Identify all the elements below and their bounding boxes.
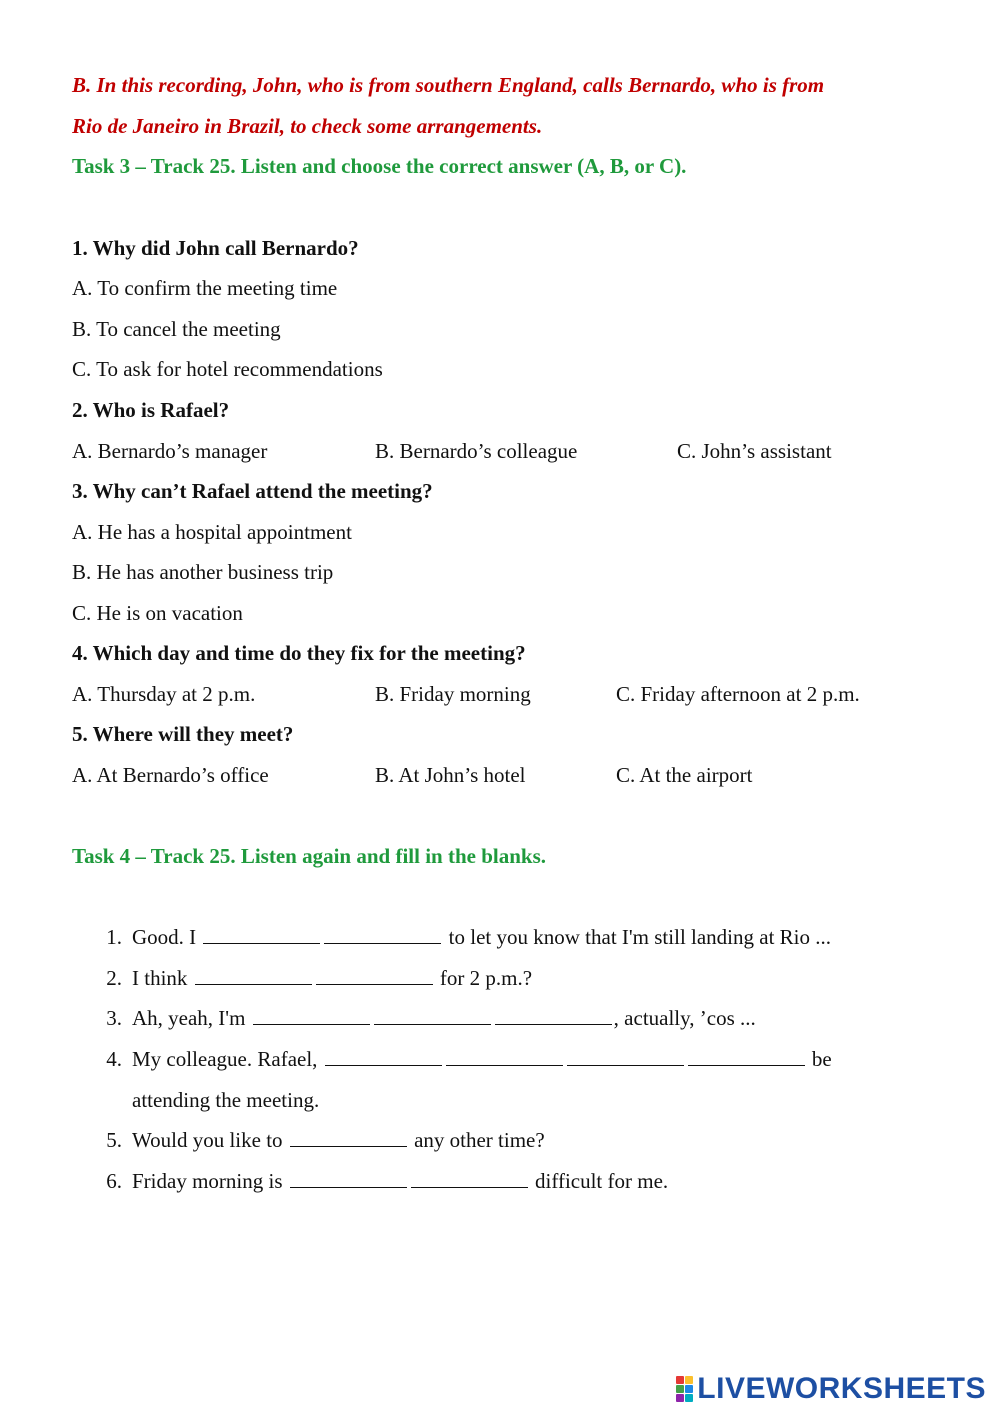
fill-item-5 <box>132 1127 545 1153</box>
brand-text: LIVEWORKSHEETS <box>697 1372 986 1405</box>
q5-option-b[interactable]: B. At John’s hotel <box>375 763 526 787</box>
q1-option-b[interactable]: B. To cancel the meeting <box>72 317 281 341</box>
item-1-text-b: to let you know that I'm still landing at Rio ... <box>448 925 832 949</box>
item-3-text-b: , actually, ’cos ... <box>613 1006 756 1030</box>
blank-4-4[interactable] <box>688 1047 805 1066</box>
item-6-text-a: Friday morning is <box>132 1169 283 1193</box>
blank-1-1[interactable] <box>203 925 320 944</box>
fill-item-6 <box>132 1168 668 1194</box>
fill-item-4 <box>132 1046 832 1072</box>
item-4-number: 4. <box>106 1047 122 1071</box>
question-2: 2. Who is Rafael? <box>72 398 230 422</box>
q4-option-a[interactable]: A. Thursday at 2 p.m. <box>72 682 256 706</box>
task3-title: Task 3 – Track 25. Listen and choose the correct answer (A, B, or C). <box>72 154 687 178</box>
q3-option-c[interactable]: C. He is on vacation <box>72 601 243 625</box>
item-5-text-b: any other time? <box>414 1128 545 1152</box>
item-4-text-a: My colleague. Rafael, <box>132 1047 318 1071</box>
blank-1-2[interactable] <box>324 925 441 944</box>
q5-option-c[interactable]: C. At the airport <box>616 763 753 787</box>
item-4-continuation: attending the meeting. <box>132 1088 320 1112</box>
q1-option-c[interactable]: C. To ask for hotel recommendations <box>72 357 383 381</box>
q2-option-b[interactable]: B. Bernardo’s colleague <box>375 439 578 463</box>
q4-option-c[interactable]: C. Friday afternoon at 2 p.m. <box>616 682 860 706</box>
blank-3-3[interactable] <box>495 1006 612 1025</box>
item-4-text-b: be <box>811 1047 832 1071</box>
blank-5-1[interactable] <box>290 1128 407 1147</box>
item-3-number: 3. <box>106 1006 122 1030</box>
item-2-text-b: for 2 p.m.? <box>439 966 533 990</box>
logo-square-2 <box>685 1376 693 1384</box>
item-6-number: 6. <box>106 1169 122 1193</box>
question-4: 4. Which day and time do they fix for the meeting? <box>72 641 526 665</box>
item-1-number: 1. <box>106 925 122 949</box>
item-2-text-a: I think <box>132 966 188 990</box>
blank-6-2[interactable] <box>411 1169 528 1188</box>
question-1: 1. Why did John call Bernardo? <box>72 236 359 260</box>
blank-2-2[interactable] <box>316 966 433 985</box>
q4-option-b[interactable]: B. Friday morning <box>375 682 531 706</box>
q3-option-a[interactable]: A. He has a hospital appointment <box>72 520 352 544</box>
item-5-number: 5. <box>106 1128 122 1152</box>
blank-3-1[interactable] <box>253 1006 370 1025</box>
q1-option-a[interactable]: A. To confirm the meeting time <box>72 276 338 300</box>
logo-square-5 <box>676 1394 684 1402</box>
blank-4-2[interactable] <box>446 1047 563 1066</box>
intro-line-1: B. In this recording, John, who is from southern England, calls Bernardo, who is from <box>72 73 825 97</box>
q5-option-a[interactable]: A. At Bernardo’s office <box>72 763 269 787</box>
blank-3-2[interactable] <box>374 1006 491 1025</box>
logo-square-1 <box>676 1376 684 1384</box>
item-2-number: 2. <box>106 966 122 990</box>
question-5: 5. Where will they meet? <box>72 722 294 746</box>
item-5-text-a: Would you like to <box>132 1128 283 1152</box>
item-6-text-b: difficult for me. <box>535 1169 669 1193</box>
blank-2-1[interactable] <box>195 966 312 985</box>
logo-square-4 <box>685 1385 693 1393</box>
item-1-text-a: Good. I <box>132 925 197 949</box>
fill-item-2 <box>132 965 532 991</box>
liveworksheets-logo <box>676 1372 986 1406</box>
blank-6-1[interactable] <box>290 1169 407 1188</box>
blank-4-1[interactable] <box>325 1047 442 1066</box>
logo-grid-icon <box>676 1376 693 1402</box>
logo-square-3 <box>676 1385 684 1393</box>
blank-4-3[interactable] <box>567 1047 684 1066</box>
task4-title: Task 4 – Track 25. Listen again and fill in the blanks. <box>72 844 546 868</box>
fill-item-1 <box>132 924 831 950</box>
item-3-text-a: Ah, yeah, I'm <box>132 1006 246 1030</box>
question-3: 3. Why can’t Rafael attend the meeting? <box>72 479 433 503</box>
fill-item-3 <box>132 1005 756 1031</box>
intro-line-2: Rio de Janeiro in Brazil, to check some arrangements. <box>72 114 543 138</box>
q2-option-a[interactable]: A. Bernardo’s manager <box>72 439 268 463</box>
q3-option-b[interactable]: B. He has another business trip <box>72 560 334 584</box>
q2-option-c[interactable]: C. John’s assistant <box>677 439 832 463</box>
logo-square-6 <box>685 1394 693 1402</box>
